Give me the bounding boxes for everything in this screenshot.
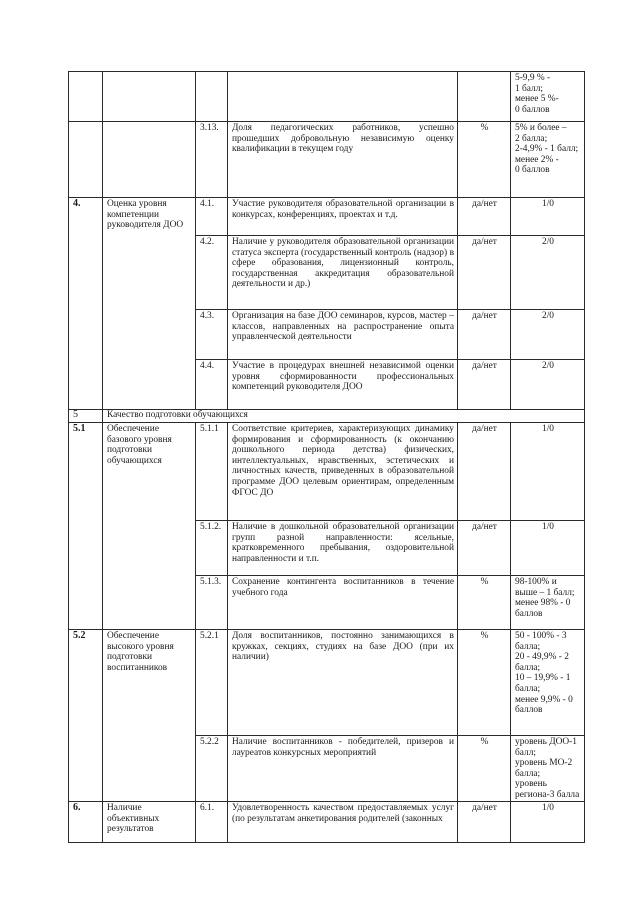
unit-cell: да/нет: [458, 236, 511, 310]
row-number: 4.: [69, 198, 103, 410]
score-cell: 98-100% и выше – 1 балл; менее 98% - 0 баллов: [511, 576, 585, 630]
table-row: [69, 423, 585, 521]
section-title: Качество подготовки обучающихся: [103, 410, 585, 423]
section-title: Обеспечение высокого уровня подготовки воспитанников: [103, 630, 196, 802]
indicator-description: Удовлетворенность качеством предоставляемых услуг (по результатам анкетирования родителей (законных: [228, 802, 458, 843]
criteria-table: [68, 71, 585, 843]
section-title: Обеспечение базового уровня подготовки обучающихся: [103, 423, 196, 630]
score-cell: 2/0: [511, 310, 585, 360]
score-cell: 5% и более – 2 балла; 2-4,9% - 1 балл; менее 2% - 0 баллов: [511, 122, 585, 198]
indicator-description: Наличие воспитанников - победителей, призеров и лауреатов конкурсных мероприятий: [228, 736, 458, 802]
unit-cell: %: [458, 576, 511, 630]
indicator-description: Доля воспитанников, постоянно занимающихся в кружках, секциях, студиях на базе ДОО (при их наличии): [228, 630, 458, 736]
unit-cell: %: [458, 630, 511, 736]
unit-cell: да/нет: [458, 310, 511, 360]
sub-number: [196, 72, 228, 122]
indicator-description: [228, 72, 458, 122]
score-cell: 5-9,9 % - 1 балл; менее 5 %- 0 баллов: [511, 72, 585, 122]
indicator-description: Организация на базе ДОО семинаров, курсов, мастер – классов, направленных на распространение опыта управленческой деятельности: [228, 310, 458, 360]
score-cell: 50 - 100% - 3 балла; 20 - 49,9% - 2 балла; 10 – 19,9% - 1 балла; менее 9,9% - 0 баллов: [511, 630, 585, 736]
unit-cell: да/нет: [458, 521, 511, 576]
score-cell: 1/0: [511, 198, 585, 236]
table-row: [69, 630, 585, 736]
indicator-description: Доля педагогических работников, успешно прошедших добровольную независимую оценку квалификации в текущем году: [228, 122, 458, 198]
sub-number: 5.2.2: [196, 736, 228, 802]
section-title: [103, 122, 196, 198]
unit-cell: да/нет: [458, 360, 511, 410]
unit-cell: %: [458, 122, 511, 198]
row-number: 5.1: [69, 423, 103, 630]
score-cell: 2/0: [511, 236, 585, 310]
indicator-description: Участие в процедурах внешней независимой оценки уровня сформированности профессиональных компетенций руководителя ДОО: [228, 360, 458, 410]
indicator-description: Сохранение контингента воспитанников в течение учебного года: [228, 576, 458, 630]
unit-cell: %: [458, 736, 511, 802]
sub-number: 4.3.: [196, 310, 228, 360]
indicator-description: Участие руководителя образовательной организации в конкурсах, конференциях, проектах и т.д.: [228, 198, 458, 236]
table-row: [69, 802, 585, 843]
sub-number: 3.13.: [196, 122, 228, 198]
score-cell: 1/0: [511, 802, 585, 843]
unit-cell: [458, 72, 511, 122]
sub-number: 4.1.: [196, 198, 228, 236]
sub-number: 5.1.2.: [196, 521, 228, 576]
row-number: 5: [69, 410, 103, 423]
score-cell: 1/0: [511, 521, 585, 576]
unit-cell: да/нет: [458, 198, 511, 236]
sub-number: 5.1.1: [196, 423, 228, 521]
table-row: [69, 122, 585, 198]
table-row: [69, 198, 585, 236]
section-title: Оценка уровня компетенции руководителя ДОО: [103, 198, 196, 410]
sub-number: 4.2.: [196, 236, 228, 310]
indicator-description: Наличие у руководителя образовательной организации статуса эксперта (государственный контроль (надзор) в сфере образования, лицензионный контроль, государственная аккредитация образовательной деятельности и др.): [228, 236, 458, 310]
section-row: [69, 410, 585, 423]
sub-number: 5.2.1: [196, 630, 228, 736]
row-number: [69, 122, 103, 198]
sub-number: 5.1.3.: [196, 576, 228, 630]
unit-cell: да/нет: [458, 423, 511, 521]
unit-cell: да/нет: [458, 802, 511, 843]
row-number: [69, 72, 103, 122]
score-cell: 1/0: [511, 423, 585, 521]
section-title: Наличие объективных результатов: [103, 802, 196, 843]
row-number: 5.2: [69, 630, 103, 802]
score-cell: уровень ДОО-1 балл; уровень МО-2 балла; уровень региона-3 балла: [511, 736, 585, 802]
score-cell: 2/0: [511, 360, 585, 410]
sub-number: 4.4.: [196, 360, 228, 410]
indicator-description: Наличие в дошкольной образовательной организации групп разной направленности: ясельные, кратковременного пребывания, оздоровительной направленности и т.п.: [228, 521, 458, 576]
table-row: [69, 72, 585, 122]
section-title: [103, 72, 196, 122]
row-number: 6.: [69, 802, 103, 843]
indicator-description: Соответствие критериев, характеризующих динамику формирования и сформированность (к окончанию дошкольного периода детства) физических, интеллектуальных, нравственных, эстетических и личностных качеств, приведенных в образовательной программе ДОО целевым ориентирам, определенным ФГОС ДО: [228, 423, 458, 521]
sub-number: 6.1.: [196, 802, 228, 843]
